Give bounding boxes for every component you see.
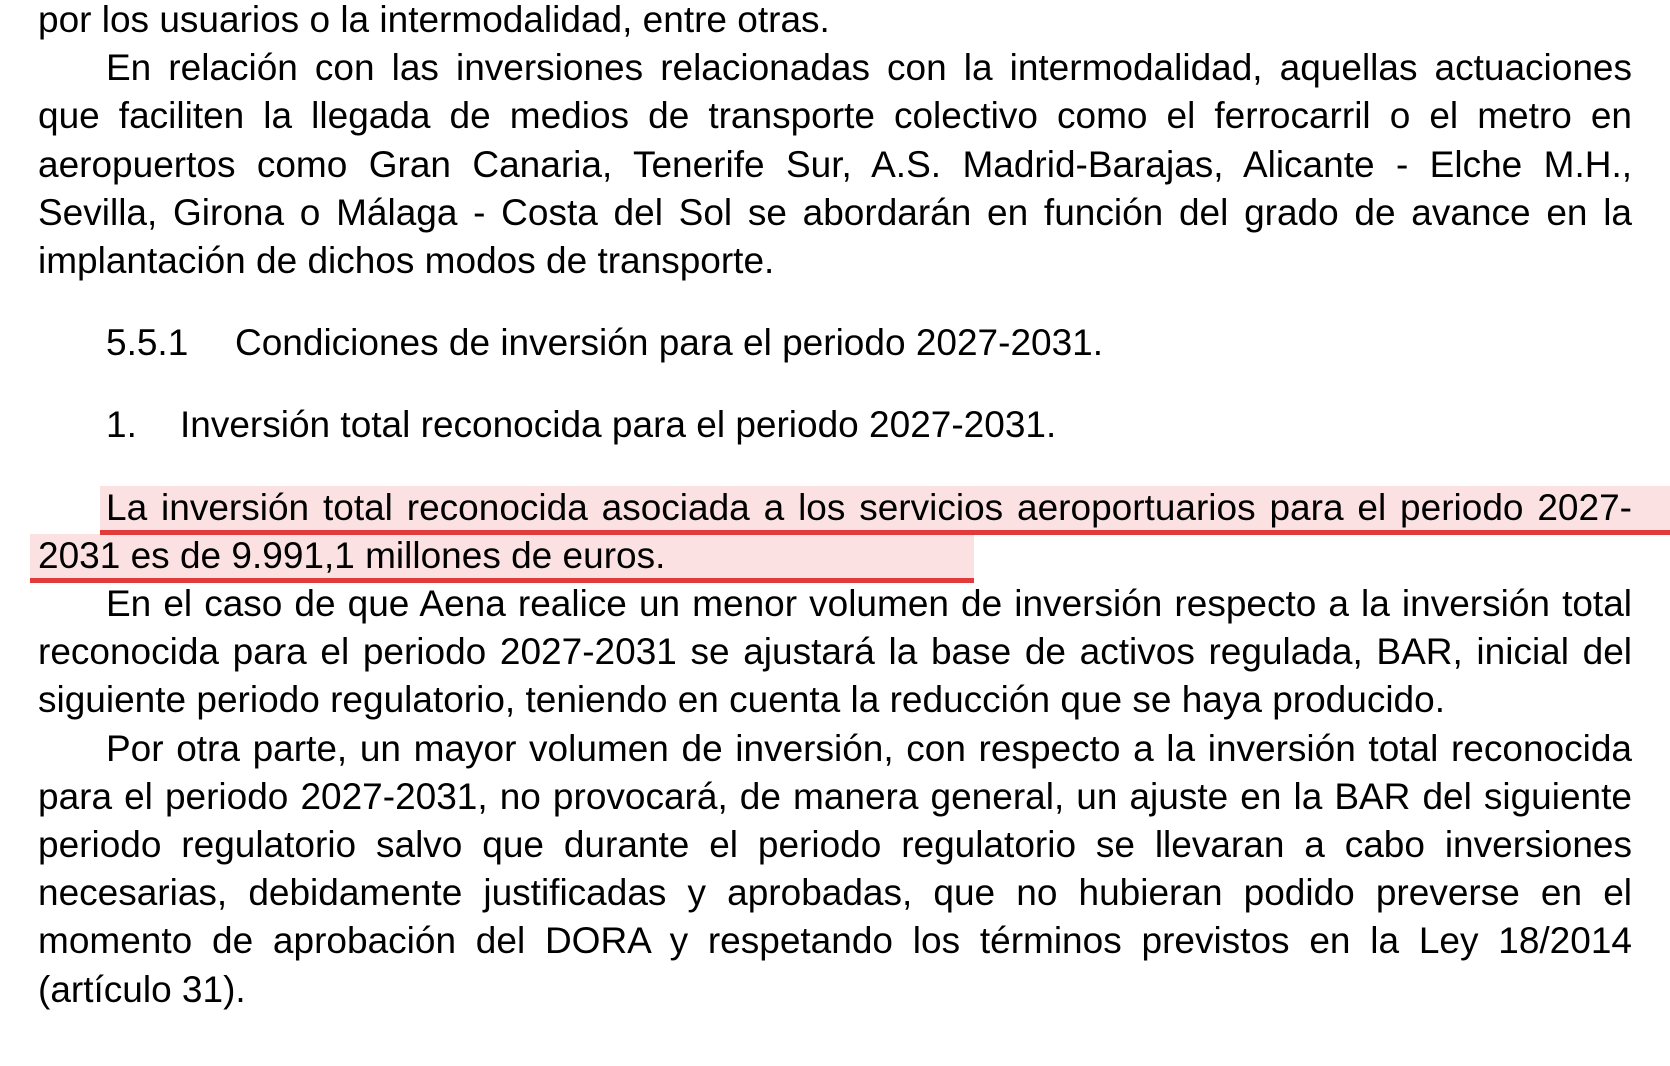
paragraph-intermodalidad: En relación con las inversiones relacionadas con la intermodalidad, aquellas actuaciones que faciliten la llegada de medios de transporte colectivo como el ferrocarril o el metro en aeropuertos como Gran Canaria, Tenerife Sur, A.S. Madrid-Barajas, Alicante - Elche M.H., Sevilla, Girona o Málaga - Costa del Sol se abordarán en función del grado de avance en la implantación de dichos modos de transporte. [38, 47, 1632, 282]
section-heading [106, 319, 1632, 367]
section-title: Condiciones de inversión para el periodo 2027-2031. [235, 322, 1104, 364]
paragraph-continued: por los usuarios o la intermodalidad, entre otras. [38, 0, 830, 40]
list-item-title: Inversión total reconocida para el periodo 2027-2031. [180, 404, 1057, 446]
list-item-heading [106, 401, 1632, 449]
highlighted-annotation [38, 484, 1632, 580]
paragraph-highlighted: La inversión total reconocida asociada a los servicios aeroportuarios para el periodo 2027-2031 es de 9.991,1 millones de euros. [38, 486, 1632, 576]
section-number: 5.5.1 [106, 322, 189, 364]
paragraph-menor-volumen: En el caso de que Aena realice un menor volumen de inversión respecto a la inversión total reconocida para el periodo 2027-2031 se ajustará la base de activos regulada, BAR, inicial del siguiente periodo regulatorio, teniendo en cuenta la reducción que se haya producido. [38, 583, 1632, 721]
paragraph-mayor-volumen: Por otra parte, un mayor volumen de inversión, con respecto a la inversión total reconocida para el periodo 2027-2031, no provocará, de manera general, un ajuste en la BAR del siguiente periodo regulatorio salvo que durante el periodo regulatorio se llevaran a cabo inversiones necesarias, debidamente justificadas y aprobadas, que no hubieran podido preverse en el momento de aprobación del DORA y respetando los términos previstos en la Ley 18/2014 (artículo 31). [38, 727, 1632, 1010]
document-page [38, 0, 1632, 1014]
list-item-number: 1. [106, 404, 137, 446]
